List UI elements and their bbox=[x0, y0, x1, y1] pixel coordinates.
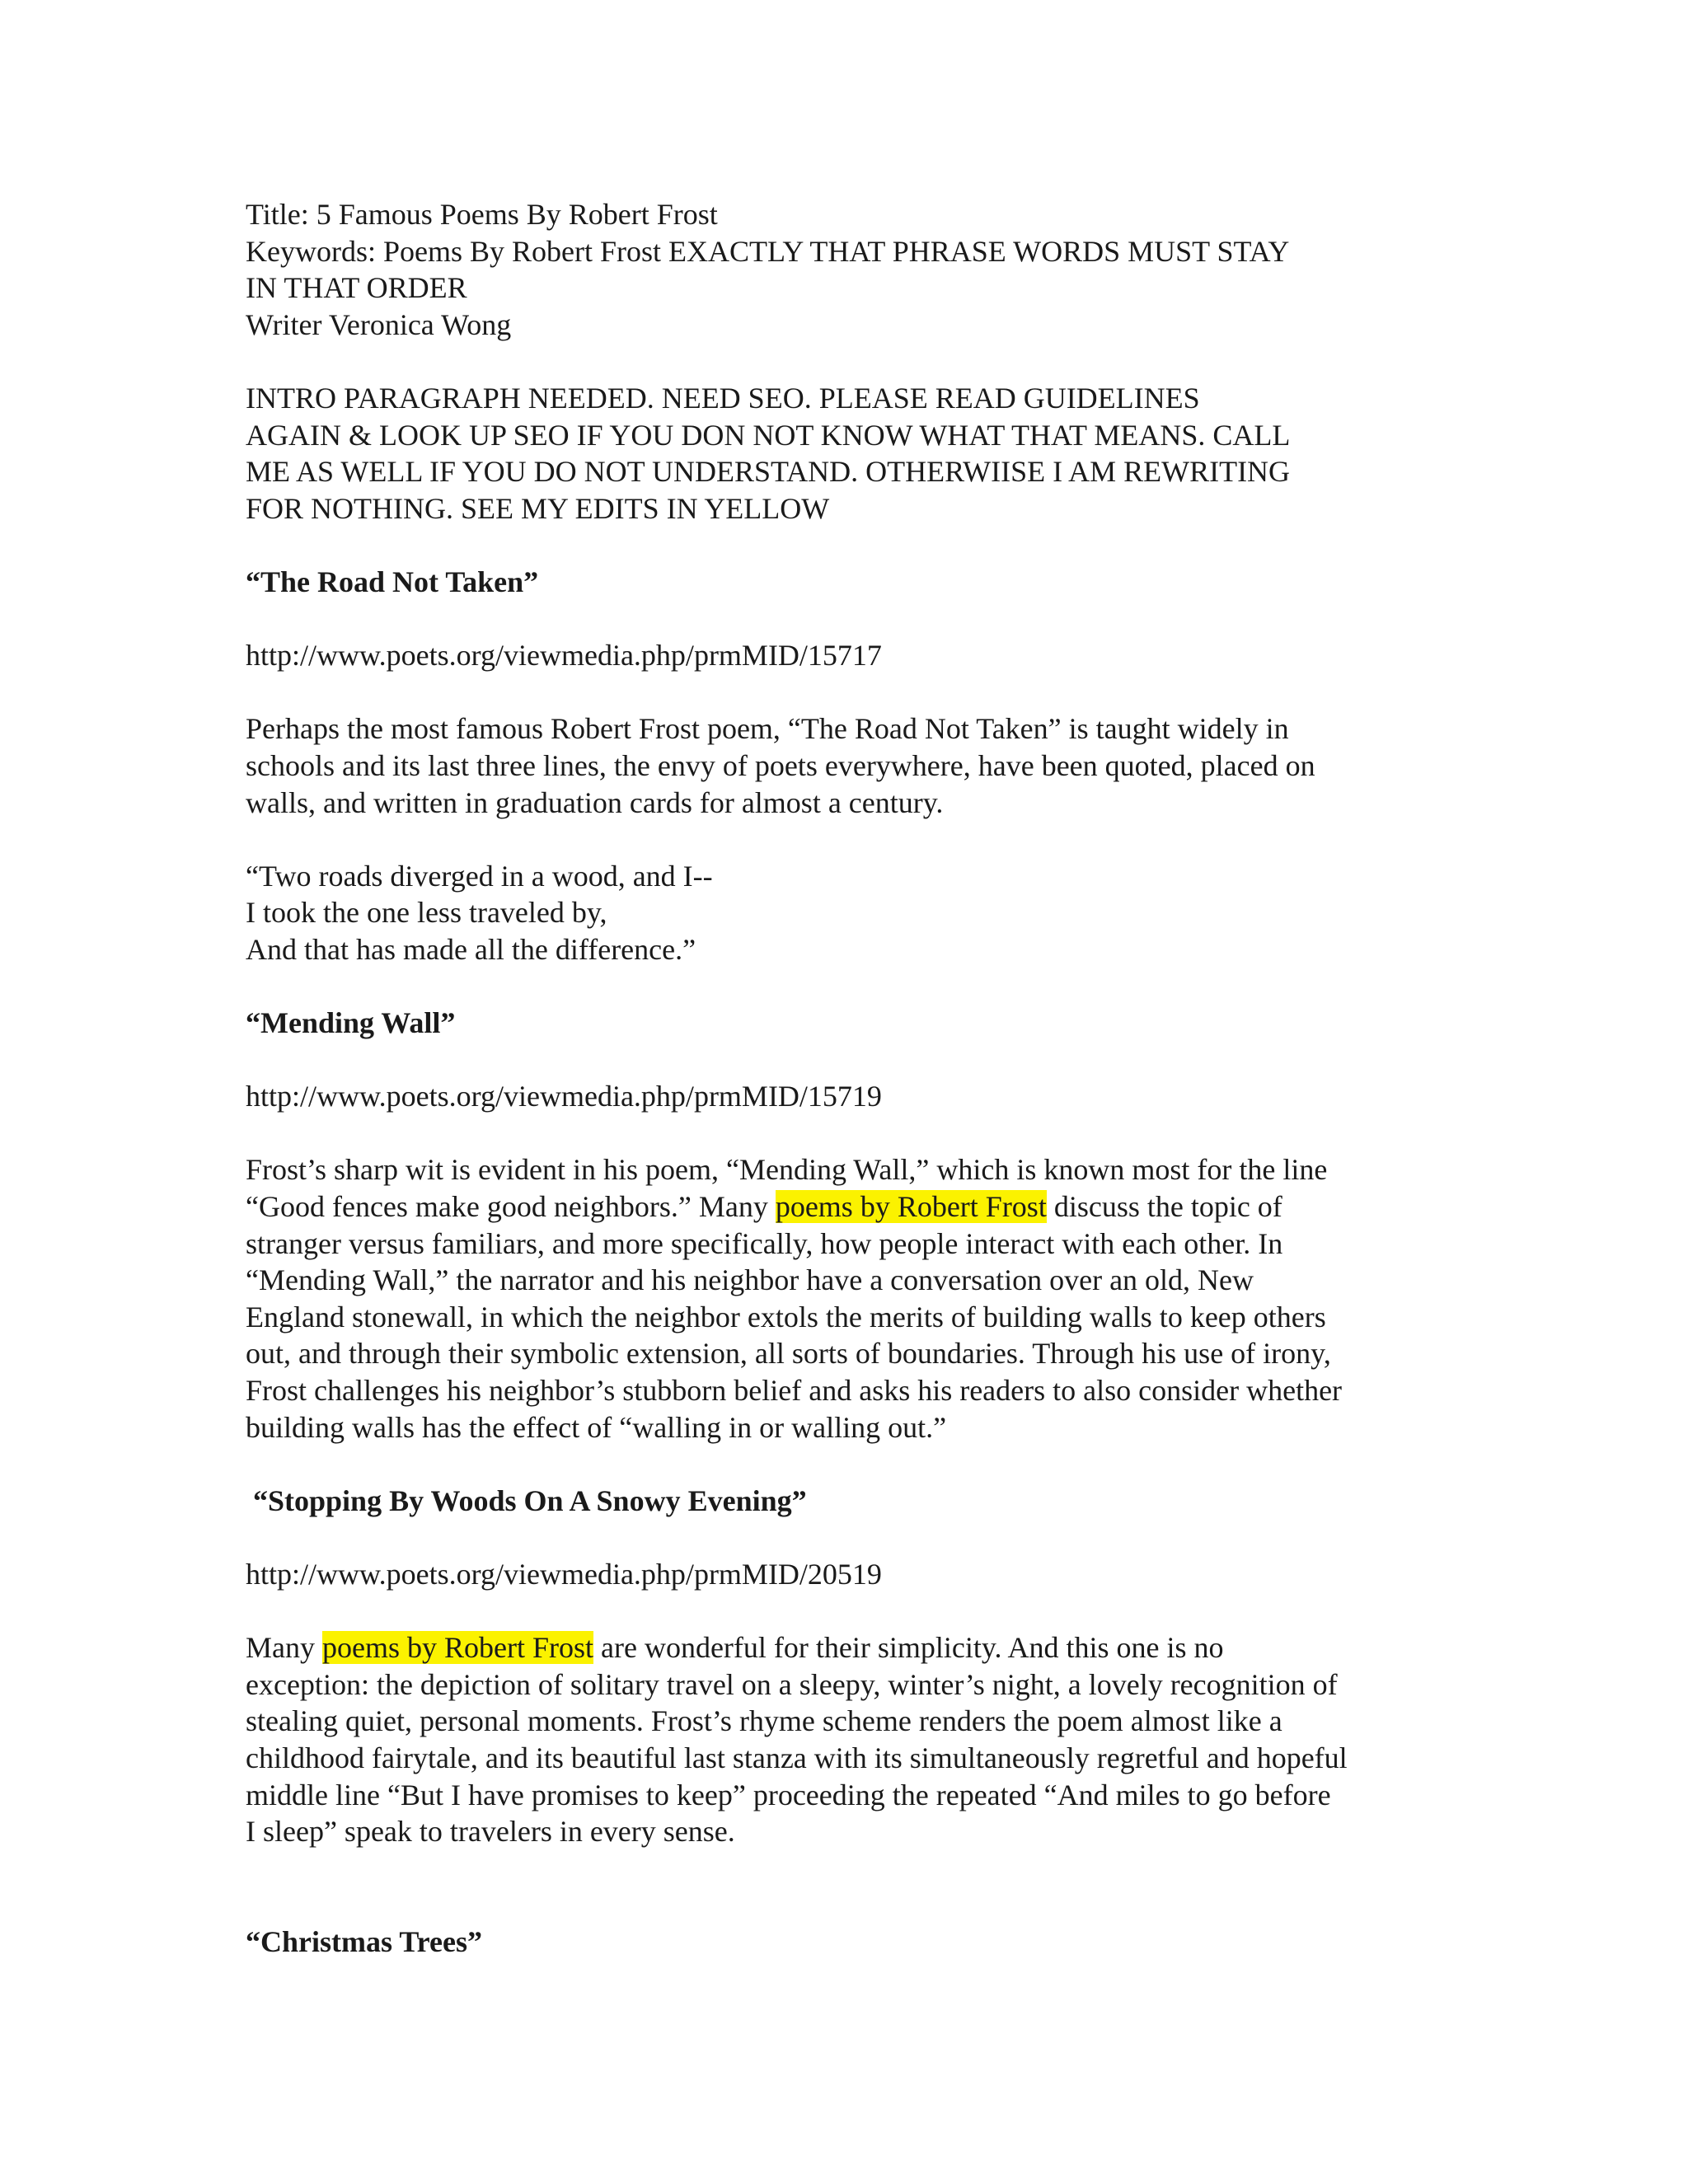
section-heading-stopping-by-woods: “Stopping By Woods On A Snowy Evening” bbox=[246, 1483, 807, 1517]
spacer bbox=[246, 527, 1457, 564]
spacer bbox=[246, 1115, 1457, 1152]
document-body bbox=[246, 196, 1457, 1960]
poem-quote-road-not-taken bbox=[246, 858, 1457, 968]
spacer bbox=[246, 343, 1457, 380]
paragraph-line: middle line “But I have promises to keep” proceeding the repeated “And miles to go before bbox=[246, 1778, 1331, 1811]
paragraph-line: walls, and written in graduation cards for almost a century. bbox=[246, 785, 944, 819]
document-header bbox=[246, 196, 1457, 343]
spacer bbox=[246, 601, 1457, 638]
paragraph-line: stealing quiet, personal moments. Frost’s rhyme scheme renders the poem almost like a bbox=[246, 1704, 1282, 1738]
paragraph-road-not-taken bbox=[246, 710, 1457, 821]
writer-line: Writer Veronica Wong bbox=[246, 307, 512, 341]
spacer bbox=[246, 968, 1457, 1005]
keywords-line-continued: IN THAT ORDER bbox=[246, 271, 467, 305]
spacer bbox=[246, 1519, 1457, 1556]
highlighted-keyword: poems by Robert Frost bbox=[322, 1631, 593, 1665]
spacer bbox=[246, 821, 1457, 858]
paragraph-text: Many bbox=[246, 1631, 322, 1665]
paragraph-line: schools and its last three lines, the envy of poets everywhere, have been quoted, placed on bbox=[246, 748, 1315, 782]
spacer bbox=[246, 1446, 1457, 1483]
quote-line: “Two roads diverged in a wood, and I-- bbox=[246, 859, 713, 893]
paragraph-text: “Good fences make good neighbors.” Many bbox=[246, 1190, 776, 1224]
section-url-mending-wall: http://www.poets.org/viewmedia.php/prmMID/15719 bbox=[246, 1080, 882, 1113]
paragraph-text: are wonderful for their simplicity. And this one is no bbox=[593, 1631, 1224, 1665]
paragraph-line: building walls has the effect of “walling in or walling out.” bbox=[246, 1410, 947, 1444]
spacer bbox=[246, 1850, 1457, 1924]
paragraph-text: discuss the topic of bbox=[1046, 1190, 1282, 1224]
section-url-stopping-by-woods: http://www.poets.org/viewmedia.php/prmMID/20519 bbox=[246, 1557, 882, 1591]
highlighted-keyword: poems by Robert Frost bbox=[775, 1190, 1047, 1224]
spacer bbox=[246, 1593, 1457, 1630]
paragraph-line: stranger versus familiars, and more specifically, how people interact with each other. In bbox=[246, 1226, 1283, 1260]
paragraph-line: childhood fairytale, and its beautiful last stanza with its simultaneously regretful and hopeful bbox=[246, 1741, 1348, 1774]
paragraph-line: England stonewall, in which the neighbor extols the merits of building walls to keep others bbox=[246, 1300, 1326, 1333]
paragraph-line: Perhaps the most famous Robert Frost poem, “The Road Not Taken” is taught widely in bbox=[246, 712, 1289, 746]
paragraph-stopping-by-woods bbox=[246, 1629, 1457, 1850]
editor-note-line: FOR NOTHING. SEE MY EDITS IN YELLOW bbox=[246, 491, 830, 525]
keywords-line: Keywords: Poems By Robert Frost EXACTLY THAT PHRASE WORDS MUST STAY bbox=[246, 234, 1290, 268]
paragraph-line: exception: the depiction of solitary travel on a sleepy, winter’s night, a lovely recognition of bbox=[246, 1667, 1338, 1701]
editor-note-line: INTRO PARAGRAPH NEEDED. NEED SEO. PLEASE READ GUIDELINES bbox=[246, 381, 1200, 415]
section-url-road-not-taken: http://www.poets.org/viewmedia.php/prmMID/15717 bbox=[246, 639, 882, 673]
paragraph-line: out, and through their symbolic extension, all sorts of boundaries. Through his use of irony, bbox=[246, 1337, 1331, 1371]
section-heading-mending-wall: “Mending Wall” bbox=[246, 1006, 456, 1040]
editor-note bbox=[246, 380, 1457, 527]
editor-note-line: ME AS WELL IF YOU DO NOT UNDERSTAND. OTHERWIISE I AM REWRITING bbox=[246, 455, 1291, 489]
section-heading-christmas-trees: “Christmas Trees” bbox=[246, 1924, 482, 1958]
paragraph-line: Frost challenges his neighbor’s stubborn belief and asks his readers to also consider whether bbox=[246, 1374, 1343, 1407]
paragraph-line: I sleep” speak to travelers in every sense. bbox=[246, 1815, 735, 1849]
title-line: Title: 5 Famous Poems By Robert Frost bbox=[246, 198, 718, 231]
editor-note-line: AGAIN & LOOK UP SEO IF YOU DON NOT KNOW WHAT THAT MEANS. CALL bbox=[246, 418, 1291, 452]
spacer bbox=[246, 674, 1457, 711]
spacer bbox=[246, 1042, 1457, 1079]
section-heading-road-not-taken: “The Road Not Taken” bbox=[246, 565, 539, 598]
quote-line: I took the one less traveled by, bbox=[246, 896, 607, 930]
paragraph-mending-wall bbox=[246, 1151, 1457, 1446]
quote-line: And that has made all the difference.” bbox=[246, 932, 696, 966]
paragraph-line: “Mending Wall,” the narrator and his neighbor have a conversation over an old, New bbox=[246, 1263, 1254, 1297]
paragraph-line bbox=[246, 1629, 1457, 1666]
paragraph-line bbox=[246, 1188, 1457, 1226]
paragraph-line: Frost’s sharp wit is evident in his poem, “Mending Wall,” which is known most for the line bbox=[246, 1153, 1328, 1187]
